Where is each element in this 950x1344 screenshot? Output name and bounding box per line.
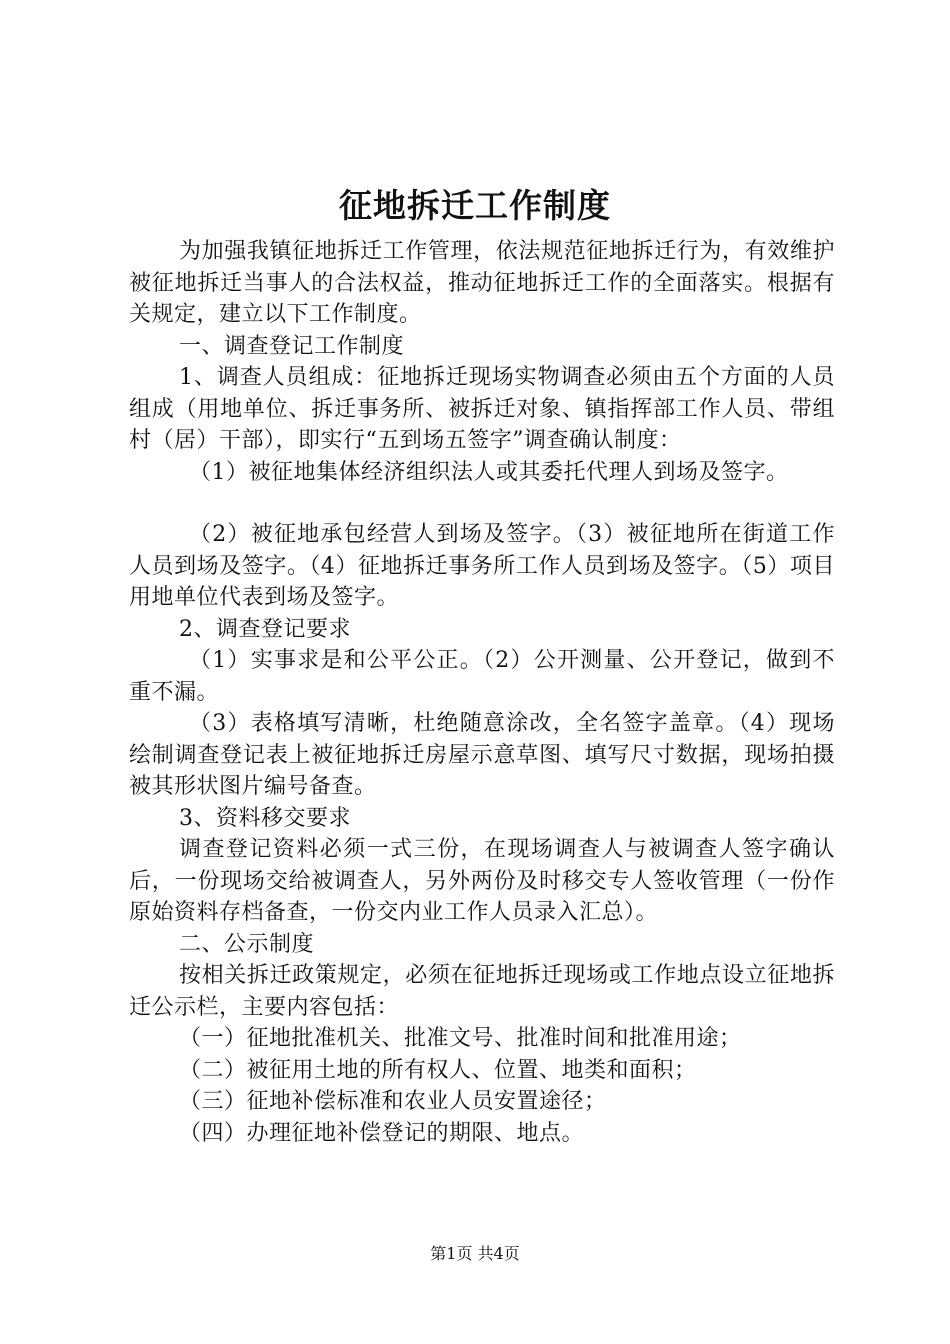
publicity-item-4: （四）办理征地补偿登记的期限、地点。	[179, 1120, 585, 1146]
section-heading-publicity: 二、公示制度	[179, 931, 315, 957]
document-body	[129, 236, 835, 1149]
intro-paragraph: 为加强我镇征地拆迁工作管理，依法规范征地拆迁行为，有效维护被征地拆迁当事人的合法权益，推动征地拆迁工作的全面落实。根据有关规定，建立以下工作制度。	[129, 239, 835, 327]
survey-item-1: （1）被征地集体经济组织法人或其委托代理人到场及签字。	[189, 459, 789, 485]
section-heading-survey: 一、调查登记工作制度	[179, 333, 405, 359]
requirements-1-2: （1）实事求是和公平公正。（2）公开测量、公开登记，做到不重不漏。	[129, 648, 835, 705]
page-title: 征地拆迁工作制度	[339, 186, 611, 225]
publicity-item-2: （二）被征用土地的所有权人、位置、地类和面积；	[179, 1057, 697, 1083]
subheading-data-transfer: 3、资料移交要求	[179, 805, 351, 831]
survey-items-2-5: （2）被征地承包经营人到场及签字。（3）被征地所在街道工作人员到场及签字。（4）征地拆迁事务所工作人员到场及签字。（5）项目用地单位代表到场及签字。	[129, 522, 835, 610]
subheading-survey-requirements: 2、调查登记要求	[179, 616, 351, 642]
page-number-footer: 第1页 共4页	[430, 1244, 520, 1263]
publicity-paragraph: 按相关拆迁政策规定，必须在征地拆迁现场或工作地点设立征地拆迁公示栏，主要内容包括：	[129, 963, 835, 1020]
blank-line	[129, 488, 835, 519]
survey-staff-paragraph: 1、调查人员组成：征地拆迁现场实物调查必须由五个方面的人员组成（用地单位、拆迁事务所、被拆迁对象、镇指挥部工作人员、带组村（居）干部），即实行“五到场五签字”调查确认制度：	[129, 365, 835, 453]
data-transfer-paragraph: 调查登记资料必须一式三份，在现场调查人与被调查人签字确认后，一份现场交给被调查人，另外两份及时移交专人签收管理（一份作原始资料存档备查，一份交内业工作人员录入汇总）。	[129, 837, 835, 925]
publicity-item-3: （三）征地补偿标准和农业人员安置途径；	[179, 1089, 607, 1114]
publicity-item-1: （一）征地批准机关、批准文号、批准时间和批准用途；	[179, 1026, 742, 1051]
requirements-3-4: （3）表格填写清晰，杜绝随意涂改，全名签字盖章。（4）现场绘制调查登记表上被征地拆迁房屋示意草图、填写尺寸数据，现场拍摄被其形状图片编号备查。	[129, 711, 835, 799]
